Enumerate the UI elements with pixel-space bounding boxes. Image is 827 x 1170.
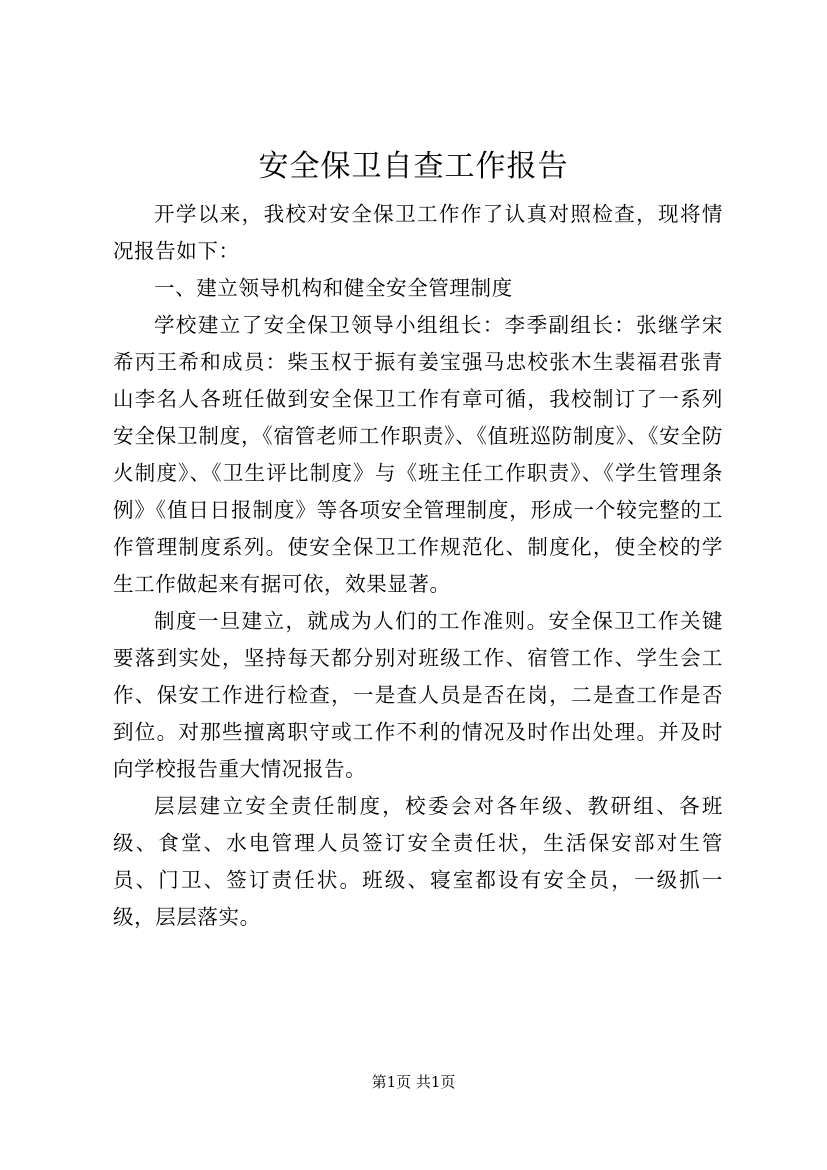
body-paragraph: 层层建立安全责任制度，校委会对各年级、教研组、各班级、食堂、水电管理人员签订安全责任状，生活保安部对生管员、门卫、签订责任状。班级、寝室都设有安全员，一级抓一级，层层落实。 bbox=[113, 794, 723, 929]
page-footer: 第1页 共1页 bbox=[371, 1073, 456, 1091]
intro-paragraph: 开学以来，我校对安全保卫工作作了认真对照检查，现将情况报告如下： bbox=[113, 202, 723, 263]
body-paragraph: 制度一旦建立，就成为人们的工作准则。安全保卫工作关键要落到实处，坚持每天都分别对班级工作、宿管工作、学生会工作、保安工作进行检查，一是查人员是否在岗，二是查工作是否到位。对那些擅离职守或工作不利的情况及时作出处理。并及时向学校报告重大情况报告。 bbox=[113, 609, 723, 781]
section-heading: 一、建立领导机构和健全安全管理制度 bbox=[154, 276, 513, 300]
document-title: 安全保卫自查工作报告 bbox=[258, 149, 569, 184]
body-paragraph: 学校建立了安全保卫领导小组组长：李季副组长：张继学宋希丙王希和成员：柴玉权于振有姜宝强马忠校张木生裴福君张青山李名人各班任做到安全保卫工作有章可循，我校制订了一系列安全保卫制度，《宿管老师工作职责》、《值班巡防制度》、《安全防火制度》、《卫生评比制度》与《班主任工作职责》、《学生管理条例》《值日日报制度》等各项安全管理制度，形成一个较完整的工作管理制度系列。使安全保卫工作规范化、制度化，使全校的学生工作做起来有据可依，效果显著。 bbox=[113, 313, 723, 596]
document-body bbox=[113, 196, 723, 936]
